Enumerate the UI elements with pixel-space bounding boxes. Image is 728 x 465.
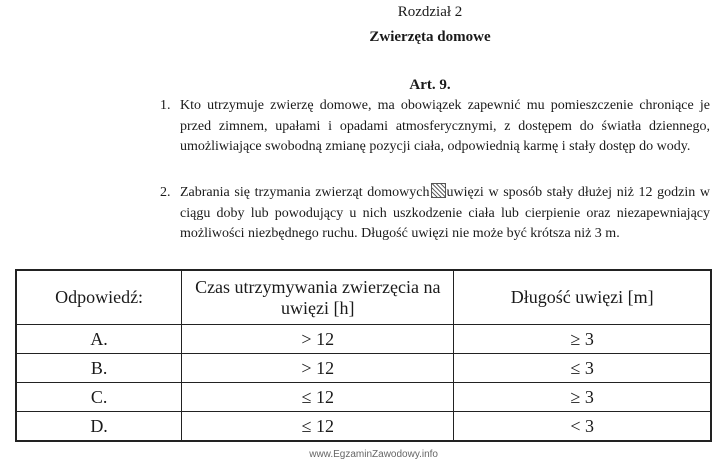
paragraph-text: Kto utrzymuje zwierzę domowe, ma obowiązek zapewnić mu pomieszczenie chroniące je przed zimnem, upałami i opadami atmosferycznymi, z dostępem do światła dziennego, umożliwiające swobodną zmianę pozycji ciała, odpowiednią karmę i stały dostęp do wody. [180,98,710,154]
table-row [16,412,711,442]
answer-label: C. [16,383,182,412]
table-header-row [16,270,711,325]
article-title: Art. 9. [409,77,451,93]
length-value: ≥ 3 [454,383,711,412]
answer-label: A. [16,325,182,354]
table-row [16,383,711,412]
scan-artifact-icon [431,183,446,198]
paragraph-number: 1. [160,98,171,113]
answer-label: B. [16,354,182,383]
header-length: Długość uwięzi [m] [454,270,711,325]
time-value: ≤ 12 [182,383,454,412]
header-time: Czas utrzymywania zwierzęcia na uwięzi [h] [182,270,454,325]
paragraph-number: 2. [160,185,171,200]
article-paragraph-1 [160,96,710,158]
paragraph-text-after: uwięzi w sposób stały dłużej niż 12 godzin w ciągu doby lub powodujący u nich uszkodzenie ciała lub cierpienie oraz niezapewniający możliwości niezbędnego ruchu. Długość uwięzi nie może być krótsza niż 3 m. [180,185,710,241]
answer-label: D. [16,412,182,442]
table-row [16,325,711,354]
time-value: > 12 [182,354,454,383]
length-value: ≤ 3 [454,354,711,383]
paragraph-text [180,183,710,245]
length-value: ≥ 3 [454,325,711,354]
watermark: www.EgzaminZawodowy.info [309,449,438,460]
chapter-number: Rozdział 2 [397,4,463,20]
header-answer: Odpowiedź: [16,270,182,325]
article-paragraph-2 [160,183,710,245]
chapter-title: Zwierzęta domowe [369,29,491,45]
answers-table [15,269,712,442]
time-value: ≤ 12 [182,412,454,442]
paragraph-text-before: Zabrania się trzymania zwierząt domowych [180,185,430,200]
table-row [16,354,711,383]
length-value: < 3 [454,412,711,442]
time-value: > 12 [182,325,454,354]
